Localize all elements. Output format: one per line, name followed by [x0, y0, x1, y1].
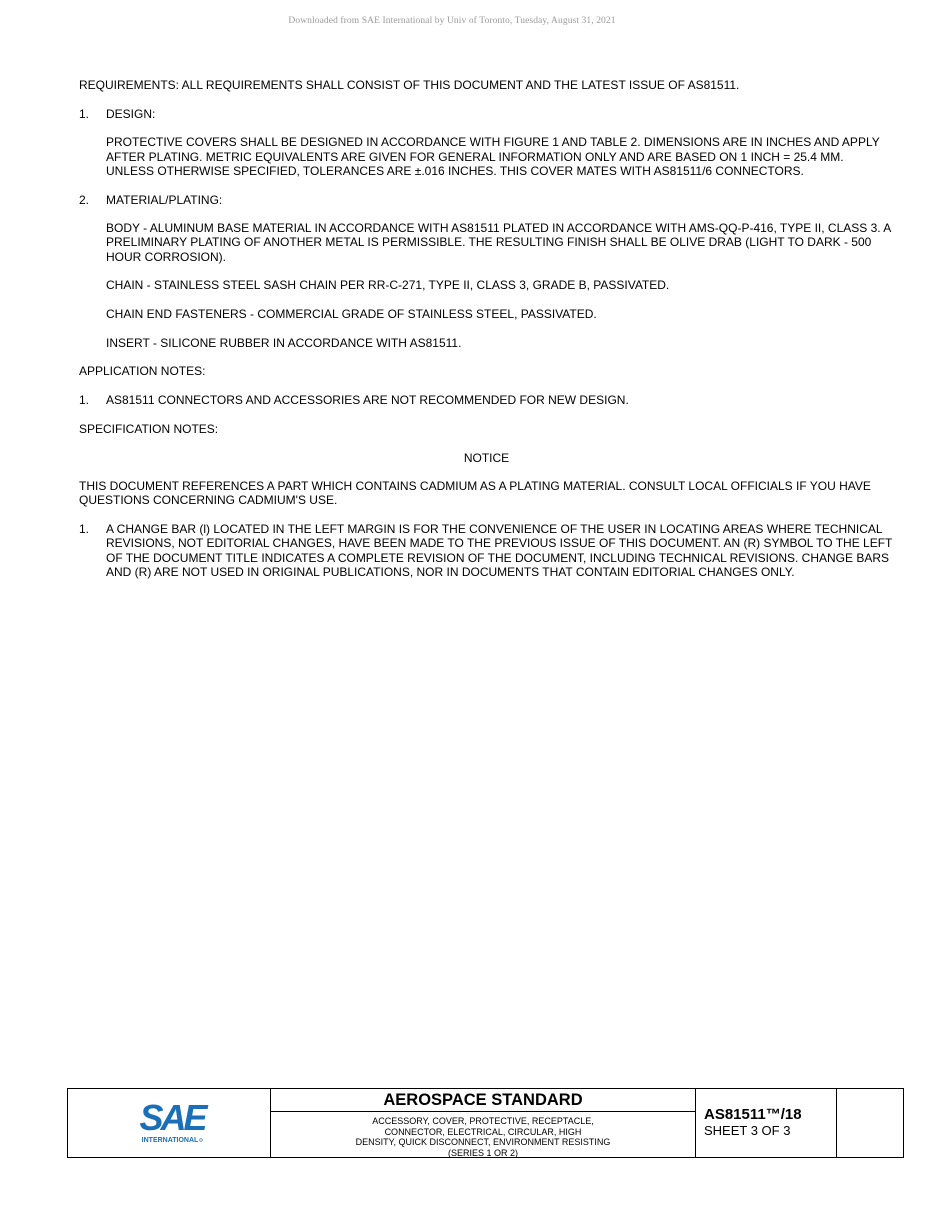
specification-note-number: 1. — [79, 522, 90, 537]
description-line: DENSITY, QUICK DISCONNECT, ENVIRONMENT RESISTING — [355, 1137, 611, 1148]
material-fasteners-paragraph: CHAIN END FASTENERS - COMMERCIAL GRADE OF STAINLESS STEEL, PASSIVATED. — [106, 307, 597, 322]
design-heading — [79, 107, 894, 121]
application-note-text: AS81511 CONNECTORS AND ACCESSORIES ARE NOT RECOMMENDED FOR NEW DESIGN. — [106, 393, 629, 408]
material-heading-text: MATERIAL/PLATING: — [106, 192, 223, 207]
specification-note-text: A CHANGE BAR (l) LOCATED IN THE LEFT MARGIN IS FOR THE CONVENIENCE OF THE USER IN LOCATING AREAS WHERE TECHNICAL REVISIONS, NOT EDITORIAL CHANGES, HAVE BEEN MADE TO THE PREVIOUS ISSUE OF THIS DOCUMENT. AN (R) SYMBOL TO THE LEFT OF THE DOCUMENT TITLE INDICATES A COMPLETE REVISION OF THE DOCUMENT, INCLUDING TECHNICAL REVISIONS. CHANGE BARS AND (R) ARE NOT USED IN ORIGINAL PUBLICATIONS, NOR IN DOCUMENTS THAT CONTAIN EDITORIAL CHANGES ONLY. — [106, 522, 893, 579]
registered-mark-icon — [200, 1139, 203, 1142]
description-line: CONNECTOR, ELECTRICAL, CIRCULAR, HIGH — [384, 1126, 582, 1137]
material-number: 2. — [79, 192, 90, 207]
notice-title: NOTICE — [463, 450, 510, 465]
application-note-item — [79, 393, 894, 407]
revision-cell — [837, 1089, 903, 1157]
document-body — [79, 78, 894, 593]
standard-description — [271, 1112, 695, 1158]
material-chain-paragraph: CHAIN - STAINLESS STEEL SASH CHAIN PER RR-C-271, TYPE II, CLASS 3, GRADE B, PASSIVATED. — [106, 278, 670, 293]
sae-logo-subtext: INTERNATIONAL — [141, 1137, 199, 1144]
sheet-number: SHEET 3 OF 3 — [704, 1123, 791, 1138]
title-cell — [271, 1089, 696, 1157]
design-number: 1. — [79, 106, 90, 121]
download-watermark: Downloaded from SAE International by Univ of Toronto, Tuesday, August 31, 2021 — [288, 16, 616, 26]
application-notes-heading: APPLICATION NOTES: — [79, 364, 206, 379]
specification-note-item — [79, 522, 894, 579]
material-insert-paragraph: INSERT - SILICONE RUBBER IN ACCORDANCE WITH AS81511. — [106, 335, 462, 350]
design-heading-text: DESIGN: — [106, 106, 156, 121]
title-block — [67, 1088, 904, 1158]
standard-type-title: AEROSPACE STANDARD — [271, 1089, 695, 1112]
material-heading — [79, 193, 894, 207]
document-number: AS81511™/18 — [704, 1106, 802, 1123]
application-note-number: 1. — [79, 393, 90, 408]
sae-logo-letters: SAE — [139, 1099, 205, 1138]
description-line: (SERIES 1 OR 2) — [447, 1147, 519, 1158]
material-body-paragraph: BODY - ALUMINUM BASE MATERIAL IN ACCORDANCE WITH AS81511 PLATED IN ACCORDANCE WITH AMS-QQ-P-416, TYPE II, CLASS 3. A PRELIMINARY PLATING OF ANOTHER METAL IS PERMISSIBLE. THE RESULTING FINISH SHALL BE OLIVE DRAB (LIGHT TO DARK - 500 HOUR CORROSION). — [106, 221, 891, 264]
requirements-statement: REQUIREMENTS: ALL REQUIREMENTS SHALL CONSIST OF THIS DOCUMENT AND THE LATEST ISSUE OF AS81511. — [79, 78, 740, 92]
logo-cell — [68, 1089, 271, 1157]
design-paragraph: PROTECTIVE COVERS SHALL BE DESIGNED IN ACCORDANCE WITH FIGURE 1 AND TABLE 2. DIMENSIONS ARE IN INCHES AND APPLY AFTER PLATING. METRIC EQUIVALENTS ARE GIVEN FOR GENERAL INFORMATION ONLY AND ARE BASED ON 1 INCH = 25.4 MM. UNLESS OTHERWISE SPECIFIED, TOLERANCES ARE ±.016 INCHES. THIS COVER MATES WITH AS81511/6 CONNECTORS. — [106, 135, 880, 178]
document-number-cell — [696, 1089, 837, 1157]
sae-logo-icon — [132, 1099, 212, 1149]
notice-text: THIS DOCUMENT REFERENCES A PART WHICH CONTAINS CADMIUM AS A PLATING MATERIAL. CONSULT LOCAL OFFICIALS IF YOU HAVE QUESTIONS CONCERNING CADMIUM'S USE. — [79, 479, 871, 508]
specification-notes-heading: SPECIFICATION NOTES: — [79, 421, 219, 436]
description-line: ACCESSORY, COVER, PROTECTIVE, RECEPTACLE, — [372, 1116, 594, 1126]
